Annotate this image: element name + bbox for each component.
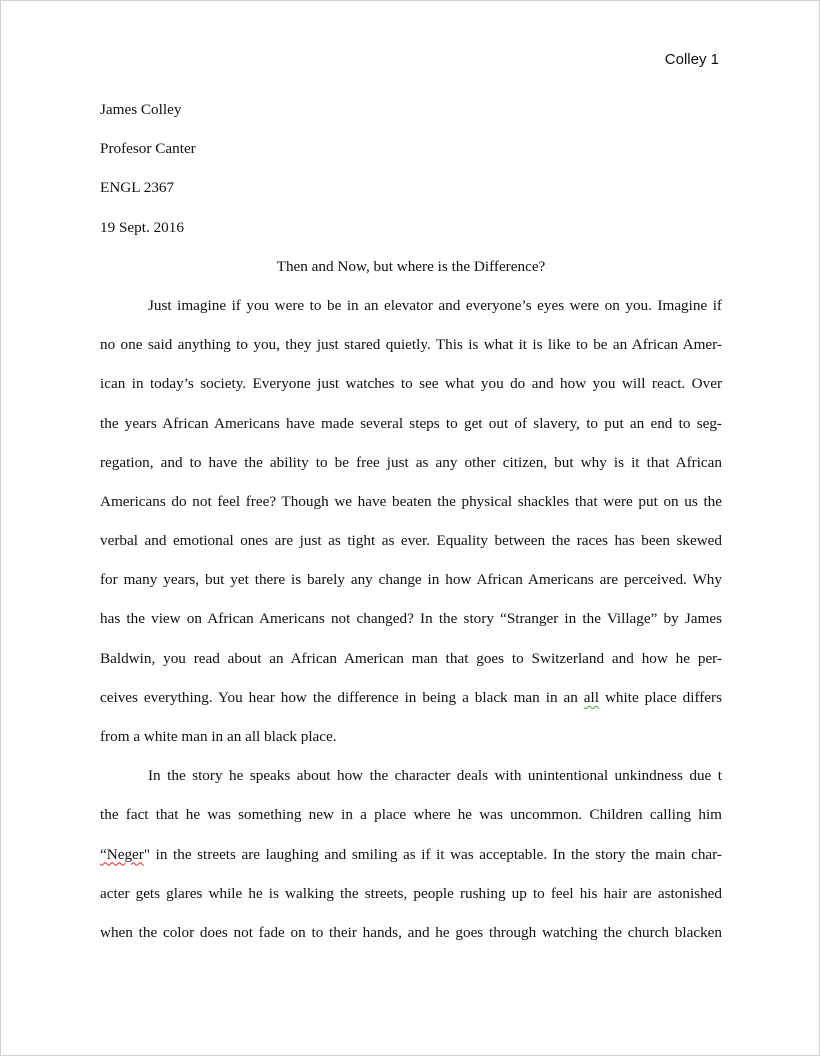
paragraph-1-line: no one said anything to you, they just stared quietly. This is what it is like to be an African Amer- <box>100 336 722 354</box>
document-body <box>100 98 722 960</box>
course-code: ENGL 2367 <box>100 179 175 197</box>
running-header: Colley 1 <box>664 51 719 68</box>
essay-title: Then and Now, but where is the Difference? <box>276 257 546 275</box>
spelling-flag-word[interactable]: “Neger <box>100 845 144 863</box>
paragraph-1-line: Baldwin, you read about an African American man that goes to Switzerland and how he per- <box>100 649 722 667</box>
text-span: ceives everything. You hear how the difference in being a black man in an <box>100 688 578 706</box>
paragraph-1-line: verbal and emotional ones are just as tight as ever. Equality between the races has been skewed <box>100 532 722 550</box>
paragraph-1-line <box>100 686 722 725</box>
text-span: " in the streets are laughing and smiling as if it was acceptable. In the story the main char- <box>143 845 722 863</box>
author-name: James Colley <box>100 101 182 118</box>
text-span: white place differs <box>604 688 723 706</box>
essay-date: 19 Sept. 2016 <box>100 218 184 236</box>
paragraph-2-line: In the story he speaks about how the character deals with unintentional unkindness due t <box>148 767 722 785</box>
paragraph-2-line: the fact that he was something new in a place where he was uncommon. Children calling him <box>100 806 722 824</box>
paragraph-1-line: the years African Americans have made several steps to get out of slavery, to put an end to seg- <box>100 414 722 432</box>
paragraph-1-line: Americans do not feel free? Though we have beaten the physical shackles that were put on us the <box>100 492 722 510</box>
paragraph-2-line: when the color does not fade on to their hands, and he goes through watching the church blacken <box>100 923 722 941</box>
paragraph-2-line <box>100 843 722 882</box>
paragraph-1-line: regation, and to have the ability to be free just as any other citizen, but why is it that African <box>100 453 722 471</box>
paragraph-1-line: from a white man in an all black place. <box>100 728 337 745</box>
paragraph-1-line: Just imagine if you were to be in an elevator and everyone’s eyes were on you. Imagine if <box>148 296 722 314</box>
paragraph-1-line: ican in today’s society. Everyone just watches to see what you do and how you will react. Over <box>100 375 722 393</box>
professor-name: Profesor Canter <box>100 140 196 158</box>
paragraph-1-line: for many years, but yet there is barely any change in how African Americans are perceived. Why <box>100 571 722 589</box>
paragraph-2-line: acter gets glares while he is walking the streets, people rushing up to feel his hair are astonished <box>100 884 722 902</box>
paragraph-1-line: has the view on African Americans not changed? In the story “Stranger in the Village” by James <box>100 610 722 628</box>
grammar-flag-word[interactable]: all <box>583 688 599 706</box>
